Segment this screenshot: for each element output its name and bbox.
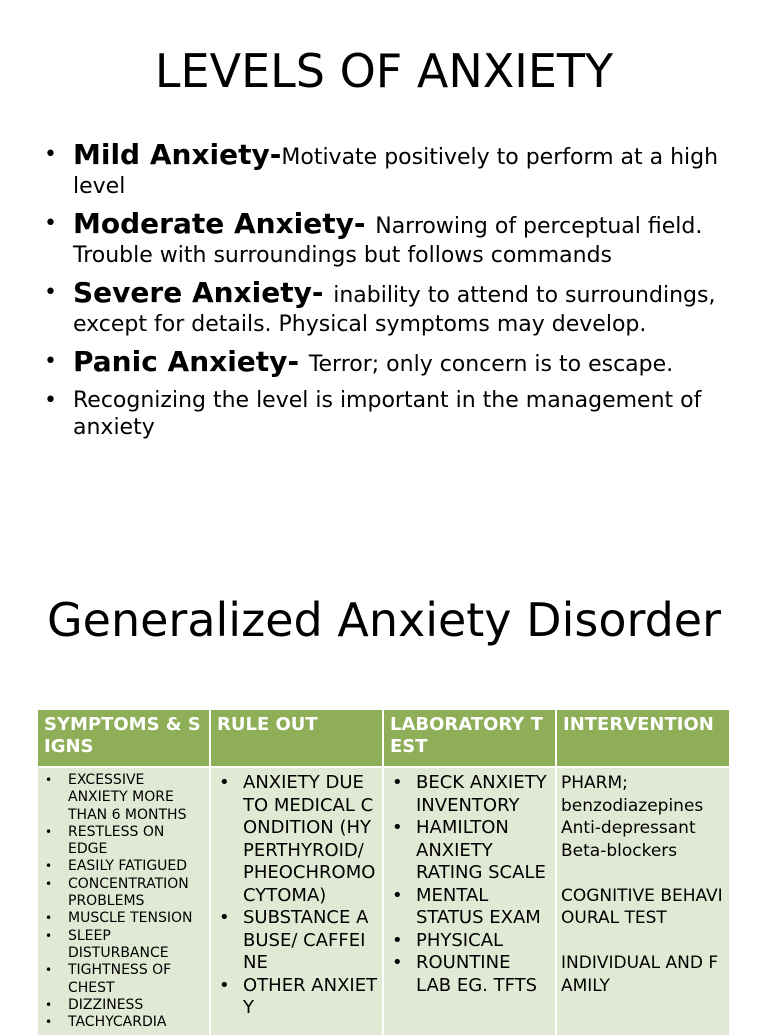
list-item: • CONCENTRATION PROBLEMS bbox=[42, 876, 205, 911]
column-header: RULE OUT bbox=[210, 710, 383, 767]
list-item: • ANXIETY DUE TO MEDICAL CONDITION (HYPERTHYROID/ PHEOCHROMOCYTOMA) bbox=[215, 772, 378, 907]
list-item: • Panic Anxiety- Terror; only concern is to escape. bbox=[44, 345, 674, 378]
list-item: • SLEEP DISTURBANCE bbox=[42, 928, 205, 963]
intervention-line: INDIVIDUAL AND FAMILY bbox=[561, 953, 719, 996]
level-description: Motivate positively to perform at a high level bbox=[73, 145, 719, 199]
slide-generalized-anxiety-disorder bbox=[0, 560, 768, 1031]
slide-title: Generalized Anxiety Disorder bbox=[47, 593, 721, 647]
table-row bbox=[38, 767, 730, 1035]
intervention-line: Anti-depressant bbox=[561, 818, 696, 838]
level-term: Moderate Anxiety bbox=[73, 207, 354, 240]
list-item: • RESTLESS ON EDGE bbox=[42, 824, 205, 859]
list-item: • TACHYCARDIA bbox=[42, 1014, 205, 1031]
list-item: • OTHER ANXIETY bbox=[215, 975, 378, 1020]
list-item: • EASILY FATIGUED bbox=[42, 858, 205, 875]
list-item: • Moderate Anxiety- Narrowing of perceptual field. Trouble with surroundings but follows commands bbox=[44, 207, 703, 268]
column-header: LABORATORY TEST bbox=[383, 710, 556, 767]
gad-table bbox=[38, 710, 731, 1035]
level-term: Mild Anxiety bbox=[73, 138, 270, 171]
intervention-line bbox=[561, 930, 725, 953]
list-item: • Mild Anxiety-Motivate positively to perform at a high level bbox=[44, 138, 719, 199]
lab-test-cell bbox=[383, 767, 556, 1035]
table-header-row bbox=[38, 710, 730, 767]
list-item: • Severe Anxiety- inability to attend to surroundings, except for details. Physical symptoms may develop. bbox=[44, 276, 716, 337]
level-description: Terror; only concern is to escape. bbox=[308, 352, 674, 377]
level-term: Panic Anxiety bbox=[73, 345, 288, 378]
intervention-line: Beta-blockers bbox=[561, 840, 678, 861]
list-item: • HAMILTON ANXIETY RATING SCALE bbox=[388, 817, 551, 885]
list-item: • MENTAL STATUS EXAM bbox=[388, 885, 551, 930]
slide-title: LEVELS OF ANXIETY bbox=[154, 44, 614, 98]
intervention-line: benzodiazepines bbox=[561, 795, 704, 816]
intervention-cell bbox=[556, 767, 730, 1035]
list-item: • BECK ANXIETY INVENTORY bbox=[388, 772, 551, 817]
list-item: • TIGHTNESS OF CHEST bbox=[42, 962, 205, 997]
anxiety-levels-list bbox=[44, 140, 734, 441]
list-item: • PHYSICAL bbox=[388, 930, 551, 953]
list-item: • EXCESSIVE ANXIETY MORE THAN 6 MONTHS bbox=[42, 772, 205, 824]
intervention-line bbox=[561, 862, 725, 885]
level-description: Narrowing of perceptual field. Trouble with surroundings but follows commands bbox=[73, 214, 703, 268]
note-text: Recognizing the level is important in the management of anxiety bbox=[73, 388, 702, 440]
rule-out-cell bbox=[210, 767, 383, 1035]
column-header: INTERVENTION bbox=[556, 710, 730, 767]
intervention-line: COGNITIVE BEHAVIOURAL TEST bbox=[561, 885, 723, 928]
list-item: • DIZZINESS bbox=[42, 997, 205, 1014]
column-header: SYMPTOMS & SIGNS bbox=[38, 710, 210, 767]
level-description: inability to attend to surroundings, except for details. Physical symptoms may develop. bbox=[73, 283, 716, 337]
list-item: • SUBSTANCE ABUSE/ CAFFEINE bbox=[215, 907, 378, 975]
intervention-line: PHARM; bbox=[561, 773, 628, 793]
list-item: • Recognizing the level is important in the management of anxiety bbox=[44, 388, 702, 440]
list-item: • ROUNTINE LAB EG. TFTS bbox=[388, 952, 551, 997]
symptoms-cell bbox=[38, 767, 210, 1035]
list-item: • MUSCLE TENSION bbox=[42, 910, 205, 927]
level-term: Severe Anxiety bbox=[73, 276, 312, 309]
